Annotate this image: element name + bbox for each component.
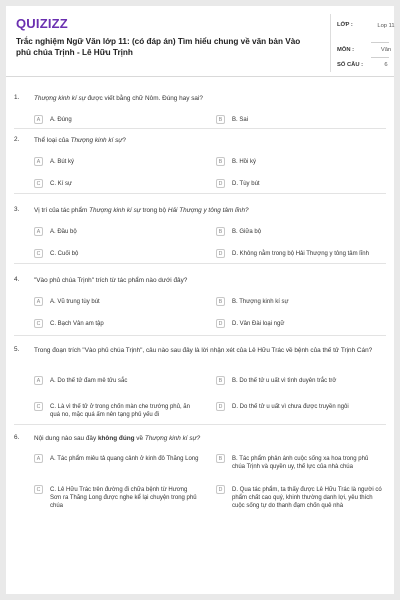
question-italic: Thượng kinh kí sự? [144, 435, 201, 442]
option-letter: B [216, 157, 225, 166]
question-mid: về [134, 435, 145, 442]
meta-value: Văn [380, 47, 392, 53]
option-text: C. Lê Hữu Trác trên đường đi chữa bệnh từ Hương Sơn ra Thăng Long được nghe kể lại chuyện trong phủ chúa [50, 487, 197, 509]
option-letter: B [216, 297, 225, 306]
option-text: C. Kí sự [50, 181, 73, 187]
option-letter: C [34, 249, 43, 258]
option-text: B. Hồi ký [232, 159, 257, 165]
option-letter: C [34, 485, 43, 494]
option-letter: B [216, 454, 225, 463]
question-pre: Vị trí của tác phẩm [34, 207, 90, 214]
option-letter: C [34, 179, 43, 188]
option-text: C. Cuối bộ [50, 251, 79, 257]
option-text: D. Vân Đài loại ngữ [232, 321, 285, 327]
option-letter: C [34, 319, 43, 328]
question-number: 4. [14, 276, 20, 283]
option-text: C. Là vì thế tử ở trong chốn màn che trướng phủ, ăn quá no, mặc quá ấm nên tạng phủ yếu đi [50, 404, 190, 418]
meta-panel [330, 14, 395, 72]
question-italic-2: Hải Thượng y tông tâm lĩnh? [167, 207, 249, 214]
option-text: A. Đầu bộ [50, 229, 77, 235]
option-letter: D [216, 179, 225, 188]
option-text: B. Thượng kinh kí sự [232, 299, 289, 305]
worksheet-title: Trắc nghiệm Ngữ Văn lớp 11: (có đáp án) Tìm hiểu chung về văn bản Vào phủ chúa Trịnh - Lê Hữu Trịnh [16, 37, 301, 57]
option-letter: B [216, 115, 225, 124]
question-number: 2. [14, 136, 20, 143]
question-rest: ? [122, 137, 126, 144]
question-number: 3. [14, 206, 20, 213]
option-text: A. Bút ký [50, 159, 75, 165]
option-letter: A [34, 227, 43, 236]
option-letter: B [216, 376, 225, 385]
option-letter: D [216, 319, 225, 328]
option-letter: B [216, 227, 225, 236]
option-text: B. Do thế tử u uất vì tình duyên trắc trở [232, 378, 337, 384]
option-letter: C [34, 402, 43, 411]
option-letter: A [34, 376, 43, 385]
question-pre: Nội dung nào sau đây [34, 435, 98, 442]
question-text [34, 136, 374, 145]
meta-value: 6 [384, 62, 388, 68]
meta-label: SỐ CÂU : [337, 62, 364, 68]
question-mid: trong bộ [140, 207, 168, 214]
meta-divider [371, 42, 389, 43]
question-text: "Vào phủ chúa Trịnh" trích từ tác phẩm nào dưới đây? [34, 277, 188, 284]
option-letter: A [34, 454, 43, 463]
quizizz-logo: QUIZIZZ [16, 16, 68, 31]
question-divider [14, 128, 386, 129]
option-text: D. Do thế tử u uất vì chưa được truyền ngôi [232, 404, 349, 410]
option-text: A. Do thế tử đam mê tửu sắc [50, 378, 128, 384]
option-letter: D [216, 402, 225, 411]
option-text: D. Qua tác phẩm, ta thấy được Lê Hữu Trác là người có phẩm chất cao quý, khinh thường danh lợi, yêu thích cuộc sống tự do thanh đạm chốn quê nhà [232, 487, 382, 509]
worksheet-header [6, 6, 394, 77]
meta-value: Lop 11 [377, 23, 395, 29]
question-pre: Thể loại của [34, 137, 71, 144]
question-text [34, 434, 374, 443]
question-divider [14, 263, 386, 264]
option-text: A. Đúng [50, 117, 72, 123]
question-italic: Thượng kinh kí sự [70, 137, 123, 144]
meta-label: LỚP : [337, 22, 353, 28]
option-letter: A [34, 157, 43, 166]
option-text: A. Tác phẩm miêu tả quang cảnh ở kinh đô Thăng Long [50, 456, 199, 462]
question-text [34, 206, 374, 215]
worksheet-page [6, 6, 394, 594]
question-text: Trong đoạn trích "Vào phủ chúa Trịnh", câu nào sau đây là lời nhận xét của Lê Hữu Trác về bệnh của thế tử Trịnh Cán? [34, 347, 373, 354]
question-italic: Thượng kinh kí sự [89, 207, 141, 214]
option-letter: A [34, 115, 43, 124]
question-italic: Thượng kinh kí sự [34, 95, 86, 102]
option-text: B. Sai [232, 117, 249, 123]
question-number: 6. [14, 434, 20, 441]
option-letter: D [216, 485, 225, 494]
question-bold: không đúng [97, 435, 135, 442]
option-text: D. Tùy bút [232, 181, 260, 187]
meta-label: MÔN : [337, 47, 355, 53]
option-text: B. Tác phẩm phản ánh cuộc sống xa hoa trong phủ chúa Trịnh và quyền uy, thế lực của nhà chúa [232, 456, 369, 470]
option-text: B. Giữa bộ [232, 229, 262, 235]
question-divider [14, 335, 386, 336]
meta-divider [371, 57, 389, 58]
question-number: 1. [14, 94, 20, 101]
option-letter: D [216, 249, 225, 258]
option-text: C. Bạch Vân am tập [50, 321, 104, 327]
option-text: D. Không nằm trong bộ Hải Thượng y tông tâm lĩnh [232, 251, 369, 257]
question-rest: được viết bằng chữ Nôm. Đúng hay sai? [85, 95, 203, 102]
question-text [34, 94, 374, 103]
option-text: A. Vũ trung tùy bút [50, 299, 100, 305]
option-letter: A [34, 297, 43, 306]
question-divider [14, 424, 386, 425]
question-number: 5. [14, 346, 20, 353]
question-divider [14, 193, 386, 194]
